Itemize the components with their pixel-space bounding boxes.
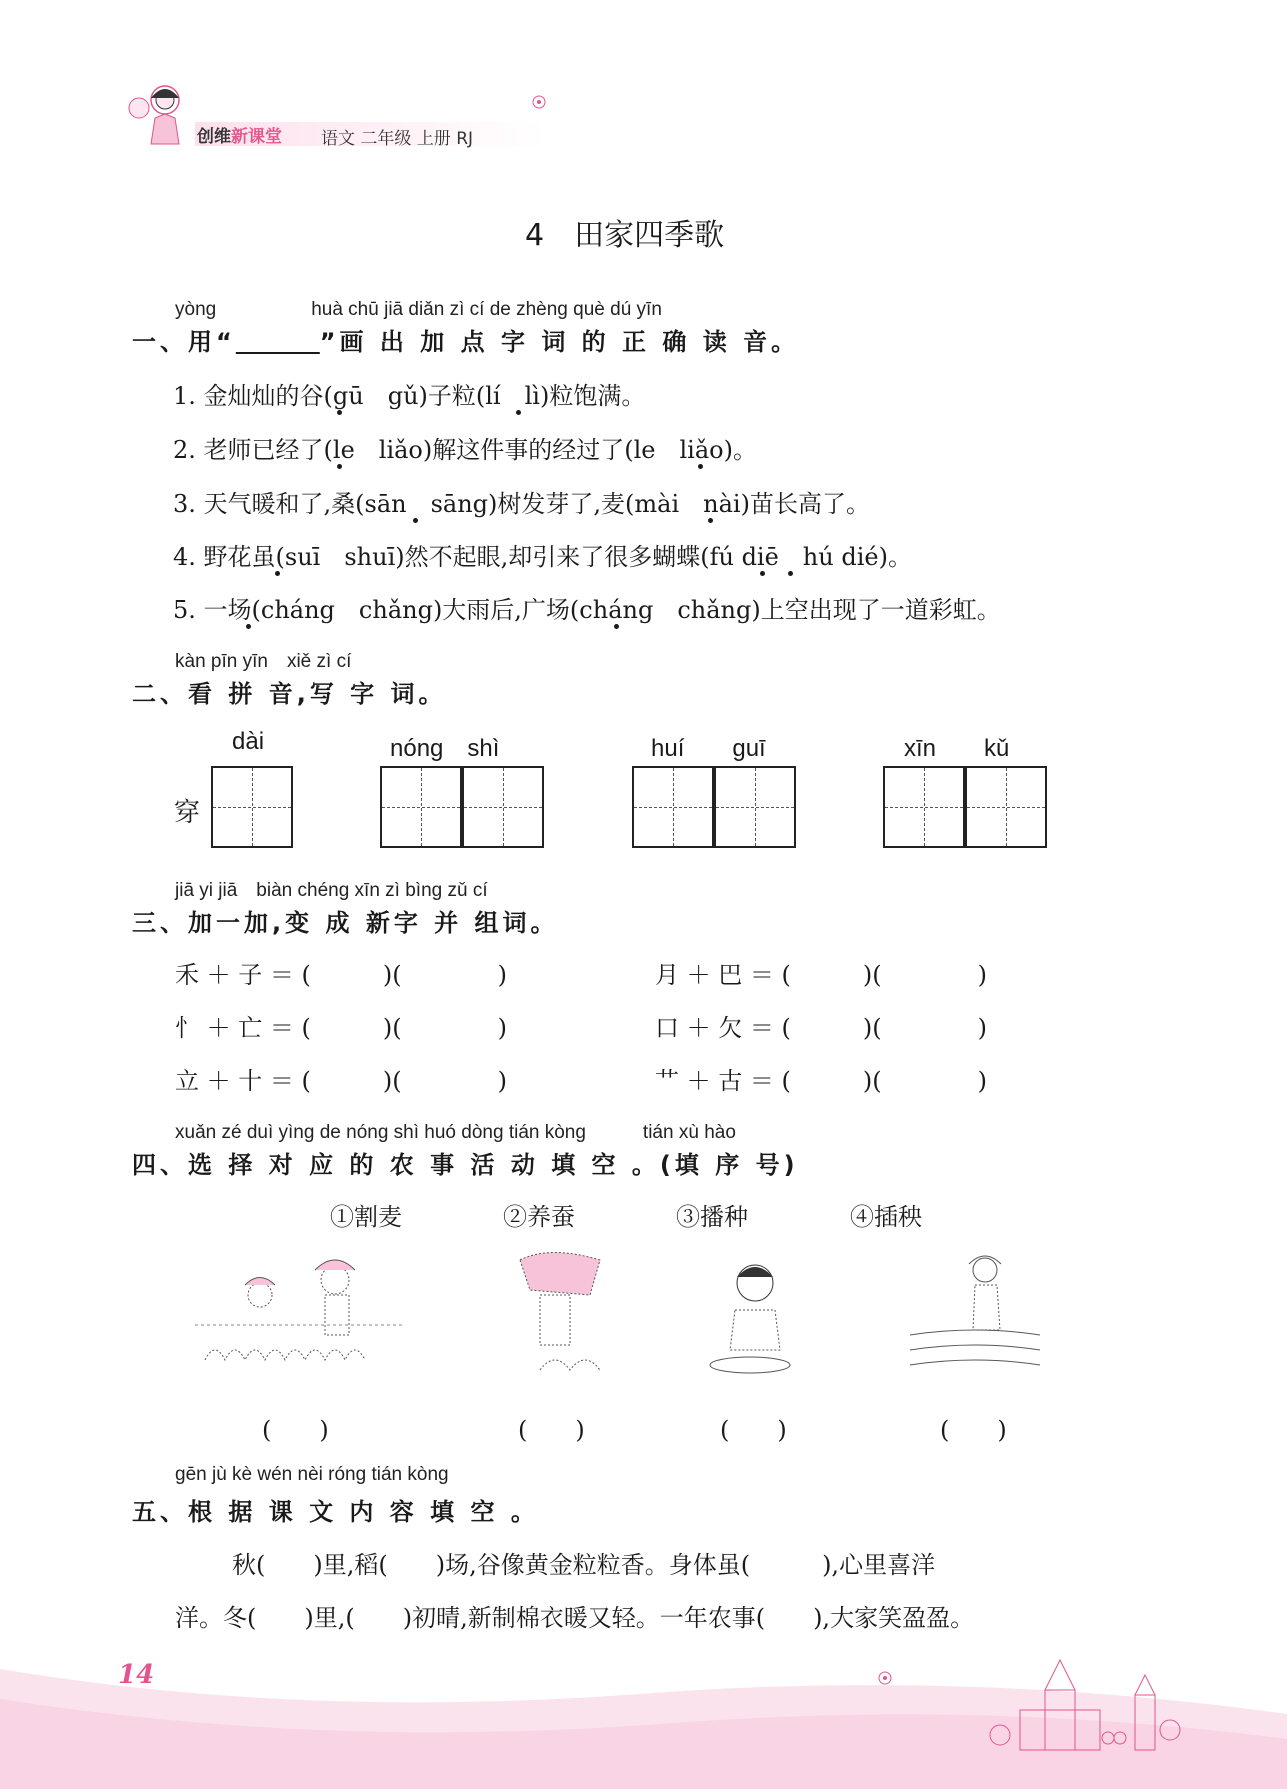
castle-decoration-icon: [960, 1650, 1190, 1760]
q1-pinyin: yòng huà chū jiā diǎn zì cí de zhèng què dú yīn: [175, 299, 662, 320]
brand-name-a: 创维: [197, 127, 231, 147]
q3-left-1: 禾 ＋ 子 ＝ ( )( ): [175, 961, 507, 989]
boy-planting-image: [700, 1255, 810, 1380]
emphasis-dot: [760, 571, 765, 576]
q1-item-2: 2. 老师已经了(le liǎo)解这件事的经过了(le liǎo)。: [173, 436, 757, 464]
q3-pinyin: jiā yi jiā biàn chéng xīn zì bìng zǔ cí: [175, 880, 488, 901]
emphasis-dot: [614, 624, 619, 629]
girl-mascot-icon: [125, 78, 195, 148]
writing-grid-cell[interactable]: [883, 766, 965, 848]
silkworm-farmer-image: [510, 1250, 610, 1380]
page-number: 14: [118, 1660, 155, 1690]
q5-line-2: 洋。冬( )里,( )初晴,新制棉衣暖又轻。一年农事( ),大家笑盈盈。: [175, 1604, 975, 1632]
emphasis-dot: [788, 571, 793, 576]
emphasis-dot: [337, 410, 342, 415]
writing-grid-cell[interactable]: [632, 766, 714, 848]
writing-grid-cell[interactable]: [462, 766, 544, 848]
emphasis-dot: [698, 464, 703, 469]
flower-icon: [873, 1668, 897, 1688]
q4-answer-3[interactable]: ( ): [720, 1416, 787, 1444]
writing-grid-cell[interactable]: [965, 766, 1047, 848]
writing-grid-cell[interactable]: [714, 766, 796, 848]
underline-blank: [236, 328, 320, 356]
emphasis-dot: [337, 464, 342, 469]
header-grade: 二年级: [360, 129, 412, 149]
q4-option-4: ④插秧: [850, 1203, 922, 1231]
emphasis-dot: [413, 518, 418, 523]
header-banner: [125, 78, 545, 150]
header-volume: 上册: [416, 129, 451, 149]
writing-grid-cell[interactable]: [380, 766, 462, 848]
emphasis-dot: [246, 624, 251, 629]
lesson-title: 4 田家四季歌: [525, 218, 725, 253]
q4-answer-4[interactable]: ( ): [940, 1416, 1007, 1444]
q2-heading: 二、看 拼 音,写 字 词。: [132, 680, 447, 708]
q4-answer-1[interactable]: ( ): [262, 1416, 329, 1444]
q1-item-1: 1. 金灿灿的谷(gū gǔ)子粒(lí lì)粒饱满。: [173, 382, 646, 410]
farmers-harvest-image: [185, 1250, 410, 1380]
q2-box-2-pinyin: nóng shì: [390, 735, 500, 762]
q1-item-5: 5. 一场(cháng chǎng)大雨后,广场(cháng chǎng)上空出现了一道彩虹。: [173, 596, 1001, 624]
q2-box-4-pinyin: xīn kǔ: [904, 735, 1010, 762]
writing-grid-cell[interactable]: [211, 766, 293, 848]
q5-line-1: 秋( )里,稻( )场,谷像黄金粒粒香。身体虽( ),心里喜洋: [232, 1551, 936, 1579]
q3-right-3: 艹 ＋ 古 ＝ ( )( ): [655, 1067, 987, 1095]
q3-left-2: 忄 ＋ 亡 ＝ ( )( ): [175, 1014, 507, 1042]
q3-right-1: 月 ＋ 巴 ＝ ( )( ): [655, 961, 987, 989]
q1-item-4: 4. 野花虽(suī shuī)然不起眼,却引来了很多蝴蝶(fú diē hú dié)。: [173, 543, 912, 571]
q1-item-3: 3. 天气暖和了,桑(sān sāng)树发芽了,麦(mài nài)苗长高了。: [173, 490, 870, 518]
q3-heading: 三、加一加,变 成 新字 并 组词。: [132, 909, 559, 937]
q5-heading: 五、根 据 课 文 内 容 填 空 。: [132, 1498, 539, 1526]
q2-box-3-pinyin: huí guī: [651, 735, 766, 762]
q4-heading: 四、选 择 对 应 的 农 事 活 动 填 空 。(填 序 号): [132, 1151, 799, 1179]
emphasis-dot: [708, 518, 713, 523]
q4-option-1: ①割麦: [330, 1203, 402, 1231]
q2-box-1-pinyin: dài: [232, 728, 265, 755]
q1-heading: 一、用“ ”画 出 加 点 字 词 的 正 确 读 音。: [132, 328, 800, 356]
emphasis-dot: [275, 571, 280, 576]
q4-pinyin: xuǎn zé duì yìng de nóng shì huó dòng tián kòng tián xù hào: [175, 1122, 736, 1143]
q2-pinyin: kàn pīn yīn xiě zì cí: [175, 651, 352, 672]
q4-option-2: ②养蚕: [503, 1203, 575, 1231]
flower-icon: [529, 92, 549, 112]
q5-pinyin: gēn jù kè wén nèi róng tián kòng: [175, 1464, 449, 1485]
emphasis-dot: [516, 410, 521, 415]
q2-box-1-prefix: 穿: [174, 798, 201, 828]
q4-answer-2[interactable]: ( ): [518, 1416, 585, 1444]
q3-left-3: 立 ＋ 十 ＝ ( )( ): [175, 1067, 507, 1095]
q3-right-2: 口 ＋ 欠 ＝ ( )( ): [655, 1014, 987, 1042]
brand-name-b: 新课堂: [231, 127, 282, 147]
header-edition: RJ: [456, 129, 474, 149]
q4-option-3: ③播种: [676, 1203, 748, 1231]
header-subject: 语文: [321, 129, 355, 149]
rice-transplanting-image: [905, 1250, 1045, 1380]
